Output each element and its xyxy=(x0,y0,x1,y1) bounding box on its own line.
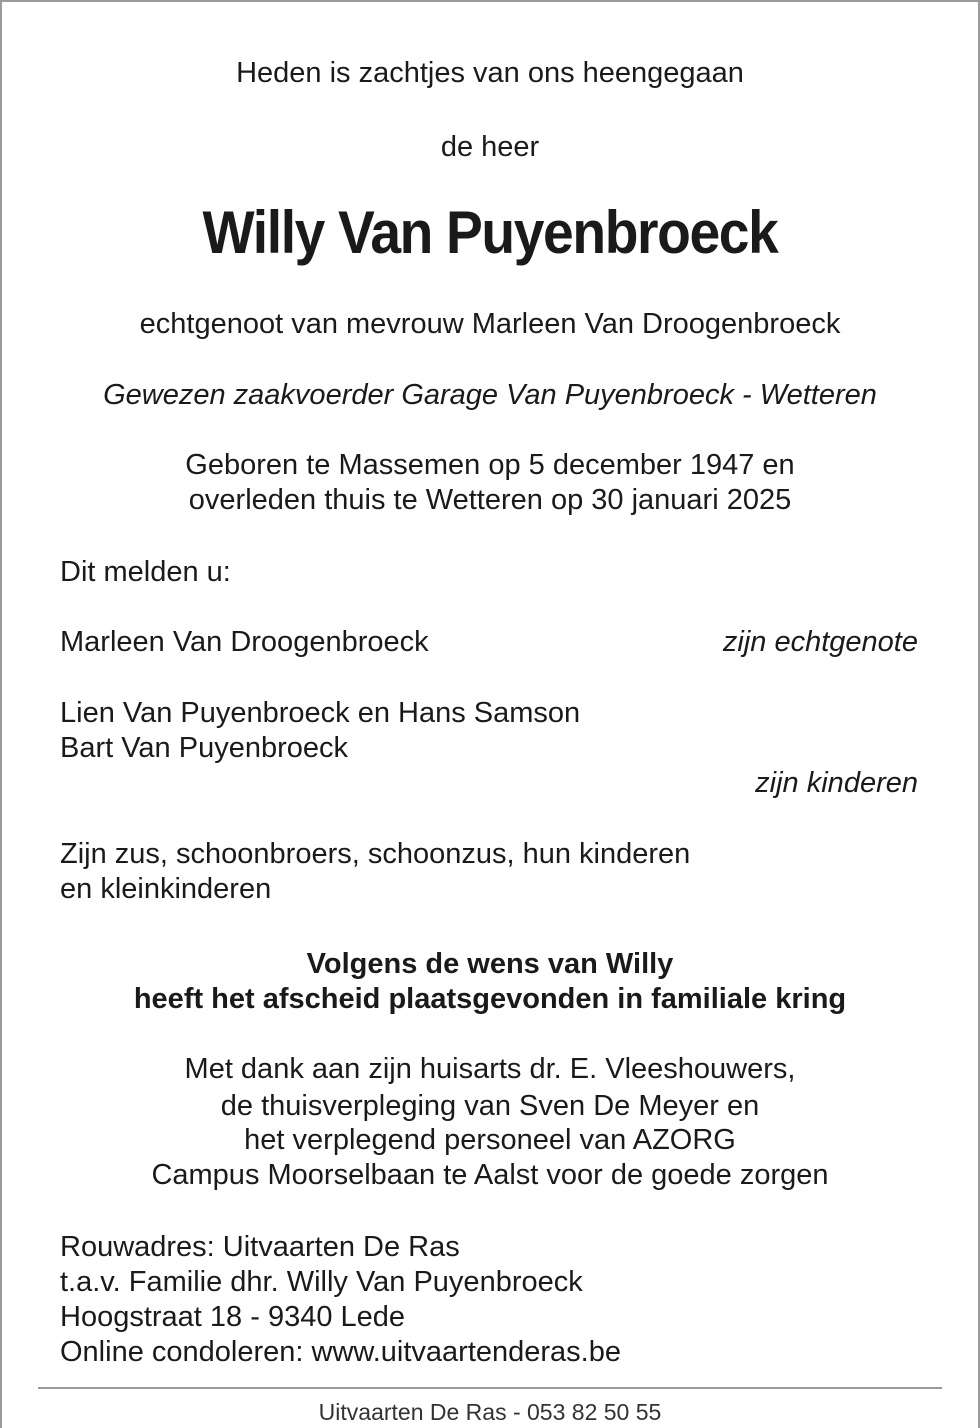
address-line-1: Rouwadres: Uitvaarten De Ras xyxy=(60,1231,460,1263)
child-1: Lien Van Puyenbroeck en Hans Samson xyxy=(60,697,581,729)
footer-divider xyxy=(38,1387,942,1389)
spouse-name: Marleen Van Droogenbroeck xyxy=(60,626,429,658)
family-line-1: Zijn zus, schoonbroers, schoonzus, hun kinderen xyxy=(60,838,691,870)
title-prefix: de heer xyxy=(440,131,540,163)
occupation-line: Gewezen zaakvoerder Garage Van Puyenbroeck - Wetteren xyxy=(103,379,877,411)
thanks-line-4: Campus Moorselbaan te Aalst voor de goede zorgen xyxy=(151,1159,829,1191)
address-line-3: Hoogstraat 18 - 9340 Lede xyxy=(60,1301,406,1333)
children-role: zijn kinderen xyxy=(755,767,918,799)
address-line-2: t.a.v. Familie dhr. Willy Van Puyenbroeck xyxy=(60,1266,583,1298)
announcement: Dit melden u: xyxy=(60,556,231,588)
wish-line-1: Volgens de wens van Willy xyxy=(306,948,674,980)
thanks-line-2: de thuisverpleging van Sven De Meyer en xyxy=(220,1090,760,1122)
spouse-role: zijn echtgenote xyxy=(722,626,918,658)
born-line: Geboren te Massemen op 5 december 1947 en xyxy=(185,449,795,481)
intro-text: Heden is zachtjes van ons heengegaan xyxy=(236,57,744,89)
child-2: Bart Van Puyenbroeck xyxy=(60,732,349,764)
address-line-4: Online condoleren: www.uitvaartenderas.be xyxy=(60,1336,621,1368)
deceased-name: Willy Van Puyenbroeck xyxy=(202,199,778,266)
footer-text: Uitvaarten De Ras - 053 82 50 55 xyxy=(318,1399,662,1425)
died-line: overleden thuis te Wetteren op 30 januari 2025 xyxy=(188,484,792,516)
wish-line-2: heeft het afscheid plaatsgevonden in familiale kring xyxy=(133,983,847,1015)
thanks-line-1: Met dank aan zijn huisarts dr. E. Vleeshouwers, xyxy=(184,1053,796,1085)
family-line-2: en kleinkinderen xyxy=(60,873,272,905)
thanks-line-3: het verplegend personeel van AZORG xyxy=(244,1124,736,1156)
spouse-line: echtgenoot van mevrouw Marleen Van Droogenbroeck xyxy=(139,308,841,340)
